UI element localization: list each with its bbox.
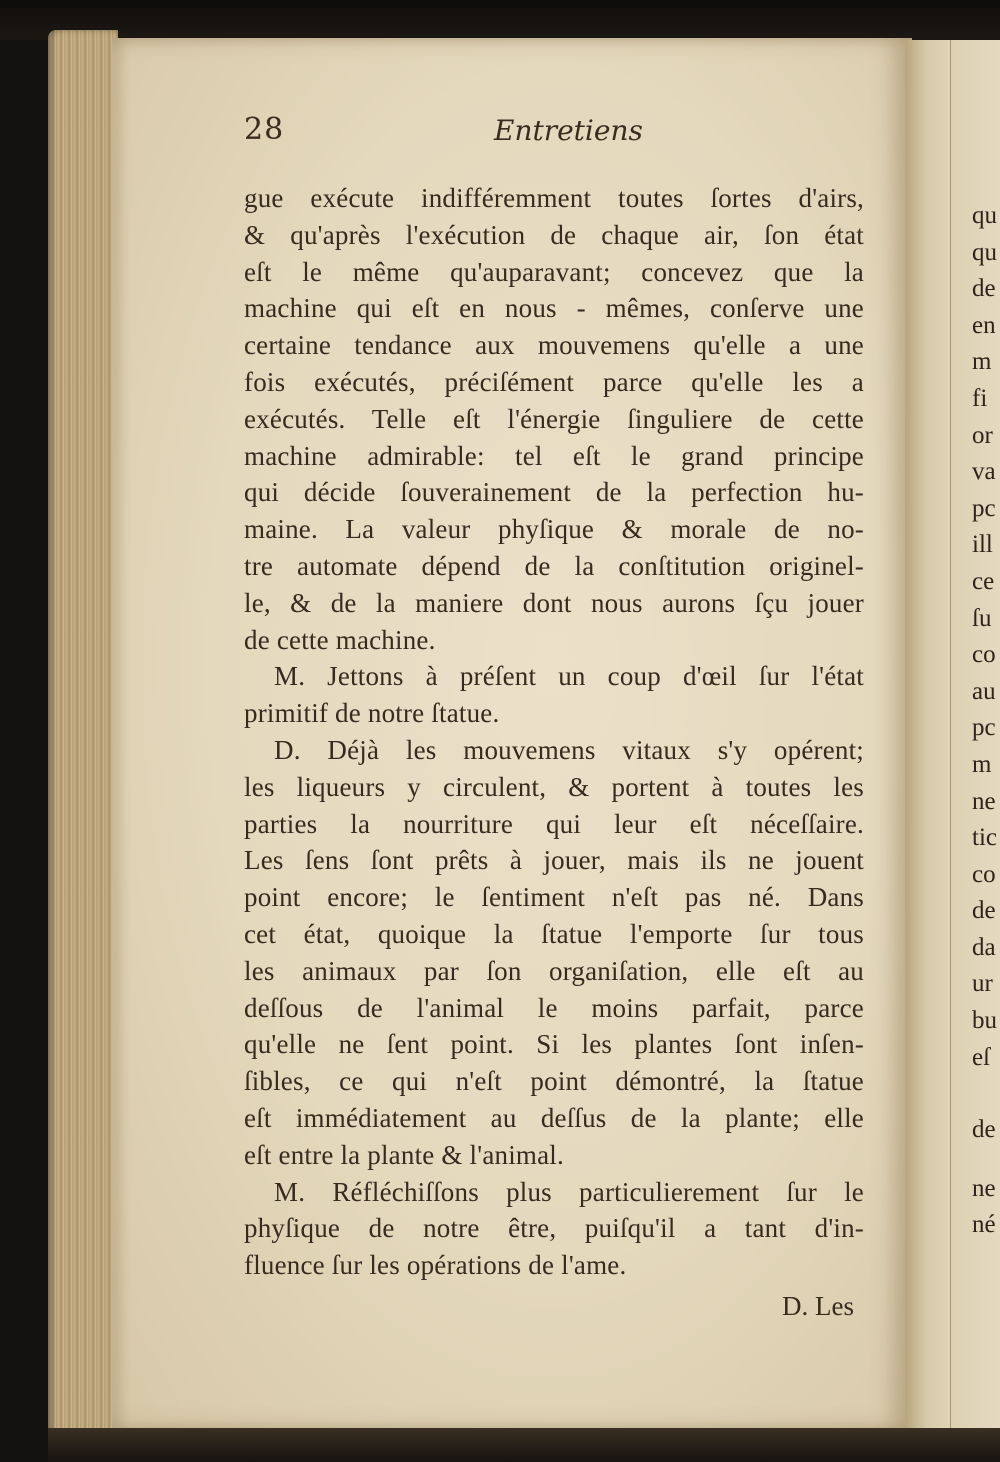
text-line: D. Déjà les mouvemens vitaux s'y opérent; <box>274 734 864 765</box>
facing-fragment: qu <box>972 202 997 229</box>
text-line: deſſous de l'animal le moins parfait, parce <box>244 992 864 1023</box>
facing-fragment: m <box>972 750 992 778</box>
facing-fragment: pc <box>972 494 996 522</box>
text-line: qu'elle ne ſent point. Si les plantes ſont inſen- <box>244 1029 864 1060</box>
text-line: eſt immédiatement au deſſus de la plante; elle <box>244 1102 864 1133</box>
text-line: certaine tendance aux mouvemens qu'elle a une <box>244 330 864 361</box>
facing-fragment: ne <box>972 787 996 815</box>
facing-fragment: eſ <box>972 1043 991 1071</box>
text-line: fluence ſur les opérations de l'ame. <box>244 1250 627 1281</box>
text-line: M. Réfléchiſſons plus particulierement ſur le <box>274 1176 864 1207</box>
running-head <box>244 112 864 152</box>
text-line: machine admirable: tel eſt le grand principe <box>244 440 864 471</box>
facing-fragment: pc <box>972 714 996 742</box>
facing-fragment: ſu <box>972 604 992 632</box>
facing-fragment: ne <box>972 1174 996 1202</box>
facing-fragment: qu <box>972 238 997 266</box>
text-line: Les ſens ſont prêts à jouer, mais ils ne jouent <box>244 845 864 876</box>
facing-fragment: tic <box>972 824 997 852</box>
text-line: tre automate dépend de la conſtitution originel- <box>244 550 864 581</box>
text-line: point encore; le ſentiment n'eſt pas né. Dans <box>244 882 864 913</box>
text-line: le, & de la maniere dont nous aurons ſçu jouer <box>244 587 864 618</box>
running-title: Entretiens <box>494 114 643 147</box>
facing-fragment: de <box>972 1116 996 1144</box>
text-line: maine. La valeur phyſique & morale de no- <box>244 514 864 545</box>
facing-fragment: co <box>972 860 996 888</box>
bottom-shadow <box>48 1428 1000 1462</box>
text-line: fois exécutés, préciſément parce qu'elle les a <box>244 366 864 397</box>
facing-fragment: ce <box>972 567 995 595</box>
page-edges <box>48 30 118 1440</box>
text-line: exécutés. Telle eſt l'énergie ſinguliere de cette <box>244 403 864 434</box>
text-line: cet état, quoique la ſtatue l'emporte ſur tous <box>244 918 864 949</box>
book-gutter <box>905 40 955 1430</box>
catchword: D. Les <box>782 1290 854 1321</box>
text-line: ſibles, ce qui n'eſt point démontré, la ſtatue <box>244 1066 864 1097</box>
text-line: qui décide ſouverainement de la perfection hu- <box>244 477 864 508</box>
text-line: primitif de notre ſtatue. <box>244 698 500 729</box>
text-line: M. Jettons à préſent un coup d'œil ſur l'état <box>274 661 864 692</box>
facing-fragment: de <box>972 275 996 303</box>
text-line: machine qui eſt en nous - mêmes, conſerve une <box>244 293 864 324</box>
text-line: de cette machine. <box>244 624 436 655</box>
text-line: phyſique de notre être, puiſqu'il a tant d'in- <box>244 1213 864 1244</box>
facing-fragment: va <box>972 458 996 486</box>
text-line: les animaux par ſon organiſation, elle eſt au <box>244 955 864 986</box>
facing-fragment: de <box>972 897 996 925</box>
facing-fragment: ill <box>972 531 993 559</box>
page-number: 28 <box>244 112 285 147</box>
facing-fragment: bu <box>972 1007 997 1035</box>
text-line: eſt le même qu'auparavant; concevez que la <box>244 256 864 287</box>
text-line: eſt entre la plante & l'animal. <box>244 1139 564 1170</box>
facing-fragment: da <box>972 933 996 961</box>
facing-fragment: au <box>972 677 996 705</box>
facing-fragment: en <box>972 311 996 339</box>
facing-page-fragments <box>972 198 1000 1244</box>
dark-background <box>0 0 1000 40</box>
facing-fragment: fi <box>972 384 988 412</box>
facing-fragment: m <box>972 348 992 376</box>
facing-fragment: né <box>972 1211 996 1239</box>
text-line: les liqueurs y circulent, & portent à toutes les <box>244 771 864 802</box>
text-line: gue exécute indifféremment toutes ſortes d'airs, <box>244 183 864 213</box>
text-line: & qu'après l'exécution de chaque air, ſon état <box>244 219 864 250</box>
text-line: parties la nourriture qui leur eſt néceſſaire. <box>244 808 864 839</box>
facing-fragment: ur <box>972 970 993 998</box>
facing-fragment: or <box>972 421 993 449</box>
body-text <box>244 180 864 1326</box>
facing-fragment: co <box>972 641 996 669</box>
